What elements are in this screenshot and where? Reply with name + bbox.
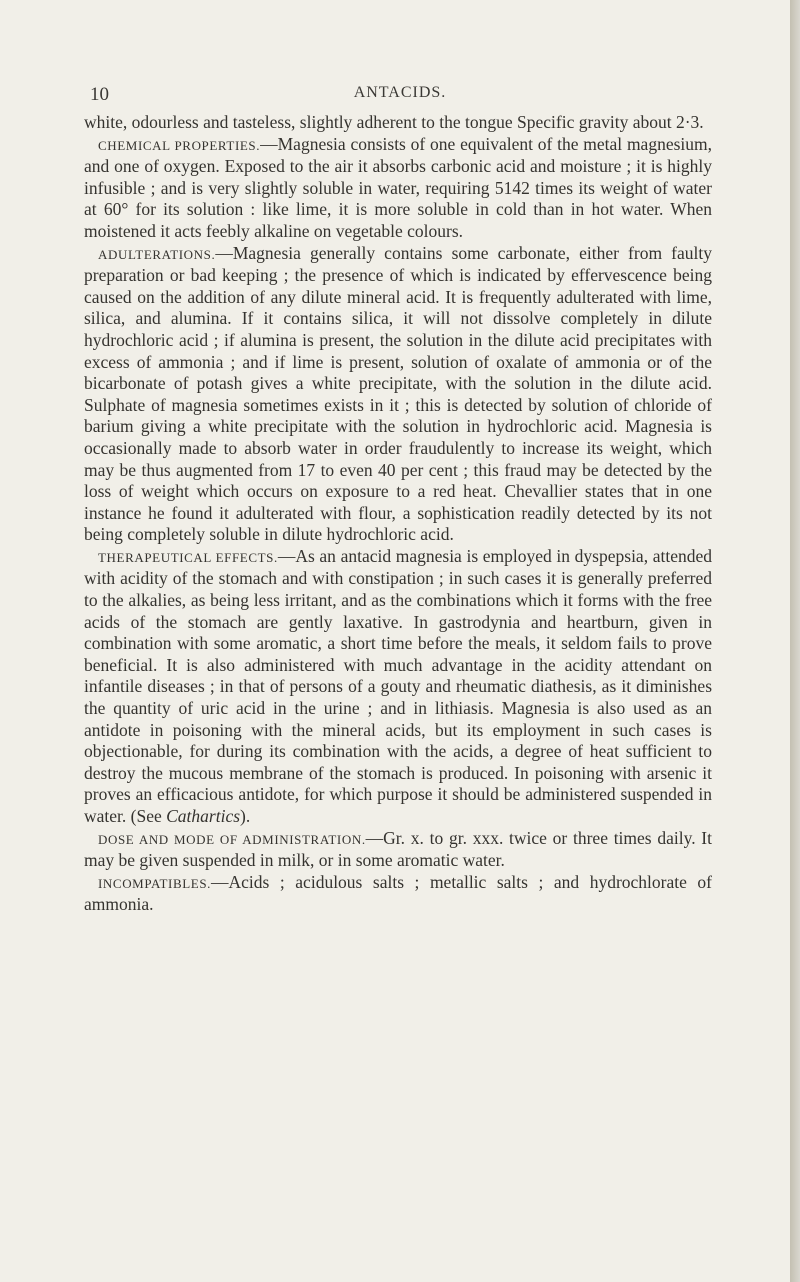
therapeutical-effects-closing: ). — [240, 806, 251, 826]
page-edge — [790, 0, 800, 1282]
page-number: 10 — [90, 84, 109, 105]
therapeutical-effects-heading: THERAPEUTICAL EFFECTS. — [98, 549, 278, 565]
chemical-properties-text: —Magnesia consists of one equivalent of the metal magnesium, and one of oxygen. Exposed to the air it absorbs carbonic acid and moisture ; it is highly infusible ; and is very slightly soluble in water, requiring 5142 times its weight of water at 60° for its solution : like lime, it is more soluble in cold than in hot water. When moistened it acts feebly alkaline on vegetable colours. — [84, 133, 713, 241]
dose-paragraph — [84, 828, 712, 872]
therapeutical-effects-text: —As an antacid magnesia is employed in dyspepsia, attended with acidity of the stomach and with constipation ; in such cases it is generally preferred to the alkalies, as being less irritant, and as the combinations which it forms with the free acids of the stomach are gently laxative. In gastrodynia and heartburn, given in combination with some aromatic, a short time before the meals, it seldom fails to prove beneficial. It is also administered with much advantage in the acidity attendant on infantile diseases ; in that of persons of a gouty and rheumatic diathesis, as it diminishes the quantity of uric acid in the urine ; and in lithiasis. Magnesia is also used as an antidote in poisoning with the mineral acids, but its employment in such cases is objectionable, for during its combination with the acids, a degree of heat sufficient to destroy the mucous membrane of the stomach is produced. In poisoning with arsenic it proves an efficacious antidote, for which purpose it should be administered suspended in water. (See — [84, 545, 712, 826]
therapeutical-effects-paragraph — [84, 546, 712, 828]
dose-text: —Gr. x. to gr. xxx. twice or three times daily. It may be given suspended in milk, or in some aromatic water. — [84, 827, 712, 871]
chemical-properties-heading: CHEMICAL PROPERTIES. — [98, 137, 261, 153]
running-head: ANTACIDS. — [353, 84, 447, 101]
chemical-properties-paragraph — [84, 134, 712, 243]
adulterations-text: —Magnesia generally contains some carbonate, either from faulty preparation or bad keeping ; the presence of which is indicated by effervescence being caused on the addition of any dilute mineral acid. It is frequently adulterated with lime, silica, and alumina. If it contains silica, it will not dissolve completely in dilute hydrochloric acid ; if alumina is present, the solution in the dilute acid precipitates with excess of ammonia ; and if lime is present, solution of oxalate of ammonia or of the bicarbonate of potash gives a white precipitate, with the solution in the dilute acid. Sulphate of magnesia sometimes exists in it ; this is detected by solution of chloride of barium giving a white precipitate with the solution in hydrochloric acid. Magnesia is occasionally made to absorb water in order fraudulently to increase its weight, which may be thus augmented from 17 to even 40 per cent ; this fraud may be detected by the loss of weight which occurs on exposure to a red heat. Chevallier states that in one instance he found it adulterated with flour, a sophistication readily detected by its not being completely soluble in dilute hydrochloric acid. — [84, 242, 712, 545]
cathartics-reference: Cathartics — [166, 806, 241, 826]
adulterations-heading: ADULTERATIONS. — [98, 246, 216, 262]
incompatibles-heading: INCOMPATIBLES. — [98, 875, 212, 891]
adulterations-paragraph — [84, 243, 712, 546]
page-header — [90, 84, 710, 108]
incompatibles-text: —Acids ; acidulous salts ; metallic salts ; and hydrochlorate of ammonia. — [84, 871, 712, 915]
dose-heading: DOSE AND MODE OF ADMINISTRATION. — [98, 831, 366, 847]
incompatibles-paragraph — [84, 872, 712, 916]
intro-text: white, odourless and tasteless, slightly adherent to the tongue Specific gravity about 2·3. — [84, 112, 704, 132]
intro-paragraph — [84, 112, 712, 134]
body-text — [84, 112, 712, 916]
